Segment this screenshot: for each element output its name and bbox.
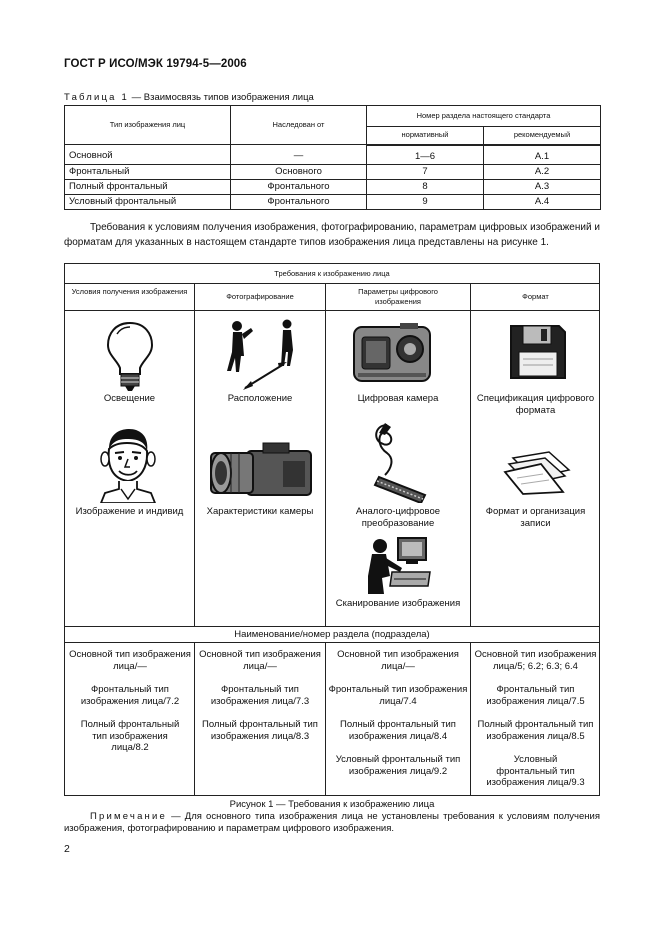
figure-title: Требования к изображению лица <box>274 269 390 278</box>
note-label: Примечание <box>90 811 167 822</box>
item-label: Сканирование изображения <box>335 598 461 609</box>
item-label: Аналого-цифровое преобразование <box>355 506 441 529</box>
header-recommended: рекомендуемый <box>484 126 601 144</box>
scanner-icon <box>362 536 432 596</box>
table-row: Фронтальный Основного 7 А.2 <box>65 164 601 179</box>
item-label: Спецификация цифрового формата <box>476 393 595 416</box>
figure-1 <box>64 263 600 796</box>
face-image-types-table <box>64 105 601 210</box>
section-ref: Основной тип изображения лица/— <box>199 649 321 672</box>
positioning-icon <box>217 316 307 396</box>
floppy-disk-icon <box>507 322 569 382</box>
item-label: Цифровая камера <box>357 393 439 404</box>
table-caption-label: Таблица 1 <box>64 92 129 103</box>
item-label: Освещение <box>103 393 156 404</box>
section-ref: Полный фронтальный тип изображения лица/8.4 <box>340 719 456 742</box>
divider <box>470 642 471 796</box>
section-ref: Основной тип изображения лица/— <box>69 649 191 672</box>
header-section: Номер раздела настоящего стандарта <box>367 106 601 127</box>
note-text: — Для основного типа изображения лица не установлены требования к условиям получения изображения, фотографированию и параметрам цифрового изображения. <box>64 811 600 834</box>
divider <box>470 283 471 626</box>
table-row: Полный фронтальный Фронтального 8 А.3 <box>65 179 601 194</box>
item-label: Изображение и индивид <box>75 506 184 517</box>
divider <box>325 642 326 796</box>
section-ref: Фронтальный тип изображения лица/7.4 <box>328 684 468 707</box>
divider <box>65 310 599 311</box>
section-ref: Основной тип изображения лица/5; 6.2; 6.3; 6.4 <box>474 649 597 672</box>
table-caption-text: — Взаимосвязь типов изображения лица <box>128 92 314 103</box>
header-type: Тип изображения лиц <box>65 106 231 145</box>
table-caption <box>64 92 314 103</box>
section-ref: Фронтальный тип изображения лица/7.2 <box>80 684 180 707</box>
section-ref: Полный фронтальный тип изображения лица/8.2 <box>80 719 180 753</box>
sections-title: Наименование/номер раздела (подраздела) <box>234 629 430 640</box>
item-label: Расположение <box>227 393 293 404</box>
table-row: Основной — 1—6 А.1 <box>65 145 601 165</box>
column-header: Формат <box>522 292 549 301</box>
section-ref: Полный фронтальный тип изображения лица/8.3 <box>202 719 318 742</box>
divider <box>65 626 599 627</box>
divider <box>325 283 326 626</box>
document-folder-icon <box>503 448 575 496</box>
section-ref: Условный фронтальный тип изображения лица/9.2 <box>335 754 461 777</box>
intro-paragraph: Требования к условиям получения изображения, фотографированию, параметрам цифровых изображений и форматам для указанных в настоящем стандарте типов изображения лица представлены на рисунке 1. <box>64 222 600 248</box>
digital-camera-icon <box>350 319 434 385</box>
standard-designation: ГОСТ Р ИСО/МЭК 19794-5—2006 <box>64 58 247 70</box>
section-ref: Условный фронтальный тип изображения лица/9.3 <box>486 754 585 788</box>
table-row: Условный фронтальный Фронтального 9 А.4 <box>65 194 601 209</box>
divider <box>65 642 599 643</box>
item-label: Формат и организация записи <box>485 506 586 529</box>
face-icon <box>97 427 159 503</box>
page-number: 2 <box>64 843 70 855</box>
divider <box>194 642 195 796</box>
section-ref: Фронтальный тип изображения лица/7.5 <box>486 684 585 707</box>
column-header: Условия получения изображения <box>71 287 188 296</box>
lightbulb-icon <box>105 320 155 392</box>
cable-connector-icon <box>365 419 435 503</box>
item-label: Характеристики камеры <box>206 506 314 517</box>
header-inherited: Наследован от <box>231 106 367 145</box>
section-ref: Полный фронтальный тип изображения лица/8.5 <box>477 719 594 742</box>
figure-caption: Рисунок 1 — Требования к изображению лица <box>229 799 435 810</box>
column-header: Фотографирование <box>226 292 294 301</box>
camera-icon <box>207 441 315 499</box>
divider <box>194 283 195 626</box>
section-ref: Фронтальный тип изображения лица/7.3 <box>210 684 310 707</box>
header-normative: нормативный <box>367 126 484 144</box>
note <box>64 811 600 835</box>
divider <box>65 283 599 284</box>
column-header: Параметры цифрового изображения <box>358 287 438 306</box>
section-ref: Основной тип изображения лица/— <box>337 649 459 672</box>
